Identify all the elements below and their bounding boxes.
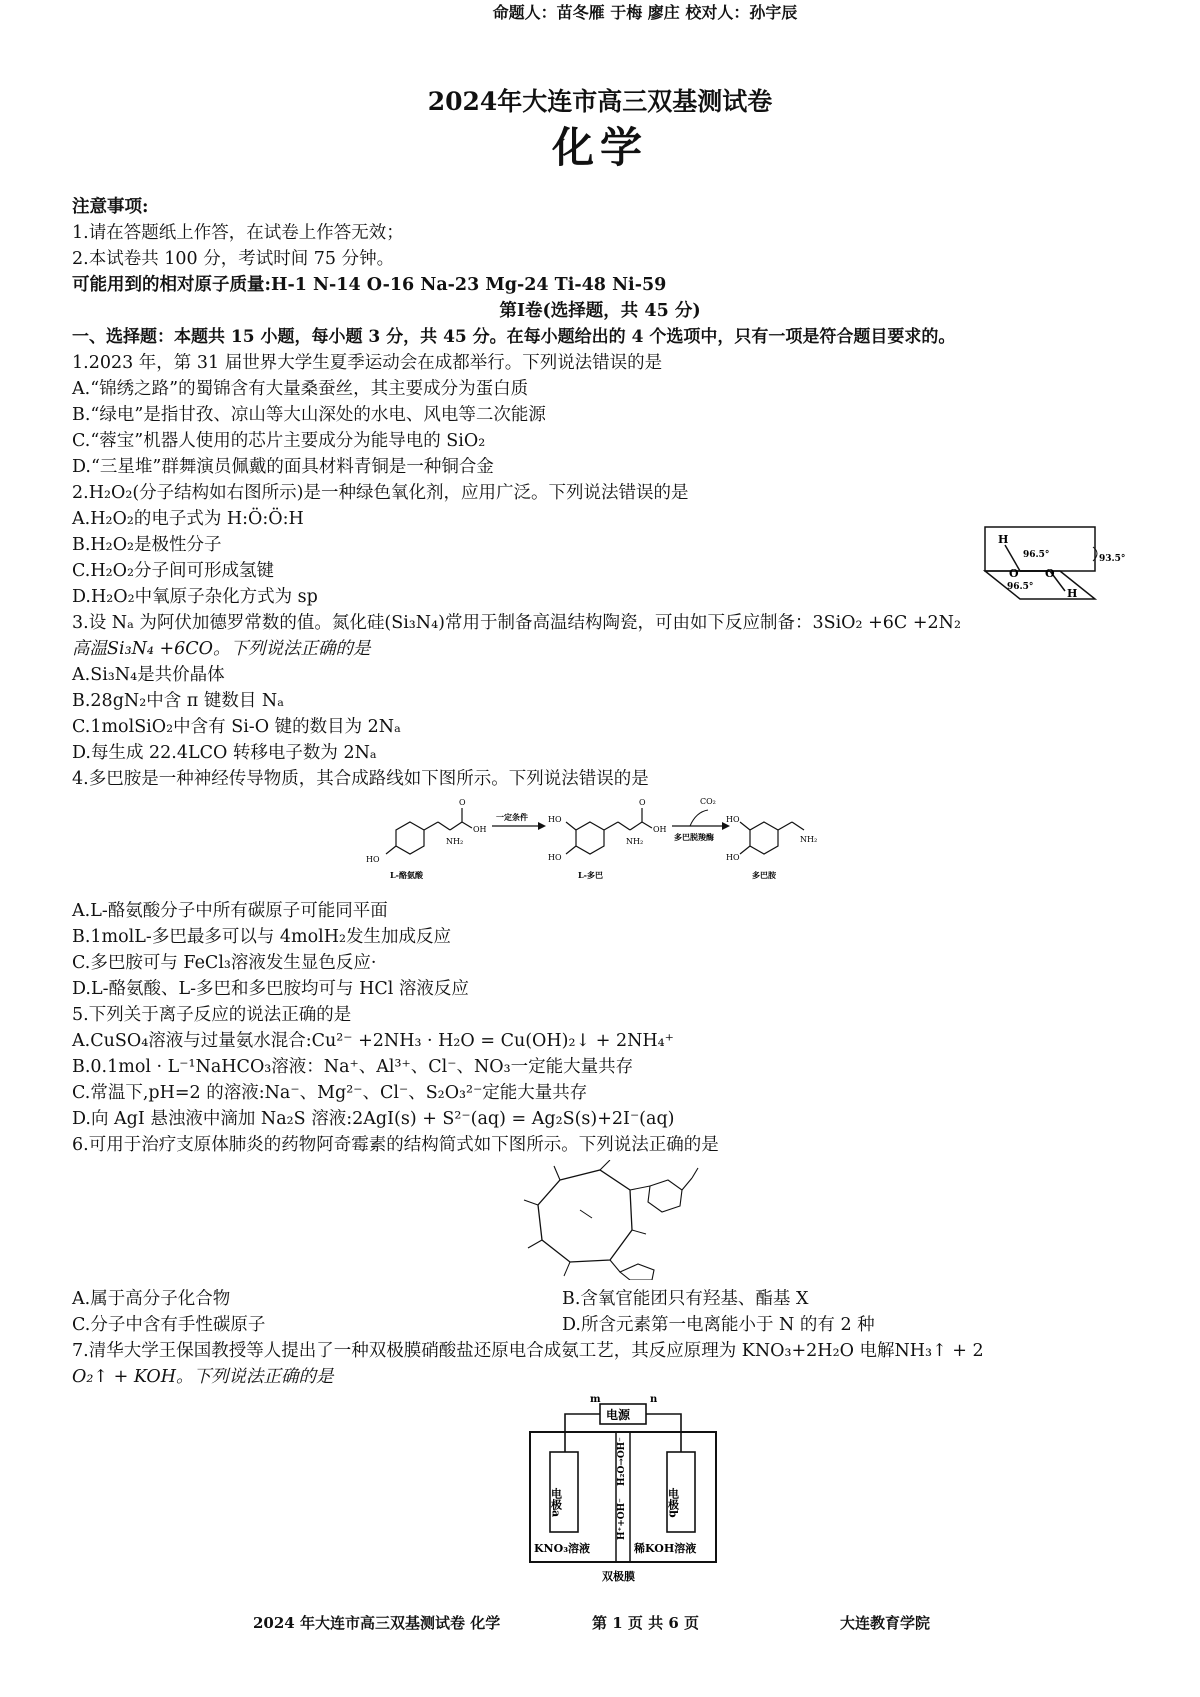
option: D.每生成 22.4LCO 转移电子数为 2Nₐ [72, 743, 377, 763]
atom-label: O [459, 798, 466, 807]
option: B.28gN₂中含 π 键数目 Nₐ [72, 691, 284, 711]
dihedral-angle-label: 93.5° [1099, 554, 1126, 564]
question-stem: 4.多巴胺是一种神经传导物质，其合成路线如下图所示。下列说法错误的是 [72, 769, 649, 789]
authors-line: 命题人：苗冬雁 于梅 廖庄 校对人：孙宇辰 [492, 3, 798, 22]
atom-label: HO [548, 815, 562, 824]
option: D.H₂O₂中氧原子杂化方式为 sp [72, 587, 318, 607]
atom-label: HO [726, 853, 740, 862]
option: B.0.1mol · L⁻¹NaHCO₃溶液：Na⁺、Al³⁺、Cl⁻、NO₃一定能大量共存 [72, 1057, 634, 1077]
question-stem: 5.下列关于离子反应的说法正确的是 [72, 1005, 352, 1025]
option: C.多巴胺可与 FeCl₃溶液发生显色反应· [72, 953, 377, 973]
question-stem: 3.设 Nₐ 为阿伏加德罗常数的值。氮化硅(Si₃N₄)常用于制备高温结构陶瓷，可由如下反应制备：3SiO₂ +6C +2N₂ [72, 613, 961, 633]
subject-title: 化学 [551, 123, 648, 172]
option: A.CuSO₄溶液与过量氨水混合:Cu²⁻ +2NH₃ · H₂O = Cu(OH)₂↓ + 2NH₄⁺ [72, 1031, 674, 1051]
volume-heading: 第Ⅰ卷(选择题，共 45 分) [499, 301, 701, 321]
atom-label: HO [366, 855, 380, 864]
option: B.含氧官能团只有羟基、酯基 X [562, 1289, 809, 1309]
electrode-a-label: 电极a [549, 1488, 563, 1518]
bipolar-membrane-label: 双极膜 [602, 1570, 635, 1583]
option: D.L-酪氨酸、L-多巴和多巴胺均可与 HCl 溶液反应 [72, 979, 469, 999]
h2o2-structure-figure [965, 515, 1130, 603]
right-solution-label: 稀KOH溶液 [634, 1542, 697, 1555]
option: C.H₂O₂分子间可形成氢键 [72, 561, 274, 581]
option: D.“三星堆”群舞演员佩戴的面具材料青铜是一种铜合金 [72, 457, 494, 477]
compound-name-label: 多巴胺 [752, 870, 776, 880]
question-stem-continued: O₂↑ + KOH。下列说法正确的是 [72, 1367, 334, 1387]
option: A.H₂O₂的电子式为 H:Ö:Ö:H [72, 509, 304, 529]
option: A.Si₃N₄是共价晶体 [72, 665, 225, 685]
option: B.1molL-多巴最多可以与 4molH₂发生加成反应 [72, 927, 452, 947]
atom-label: HO [548, 853, 562, 862]
atom-label: HO [726, 815, 740, 824]
atom-label: NH₂ [626, 837, 644, 846]
option: A.“锦绣之路”的蜀锦含有大量桑蚕丝，其主要成分为蛋白质 [72, 379, 529, 399]
option: A.L-酪氨酸分子中所有碳原子可能同平面 [72, 901, 388, 921]
notes-heading: 注意事项: [72, 197, 149, 217]
question-stem: 6.可用于治疗支原体肺炎的药物阿奇霉素的结构简式如下图所示。下列说法正确的是 [72, 1135, 719, 1155]
atom-label: O [639, 798, 646, 807]
terminal-n-label: n [650, 1394, 658, 1405]
note-item: 2.本试卷共 100 分，考试时间 75 分钟。 [72, 249, 395, 269]
h-atom-label: H [1067, 587, 1078, 600]
o-atom-label: O [1009, 567, 1019, 580]
option: C.分子中含有手性碳原子 [72, 1315, 266, 1335]
question-stem-continued: 高温Si₃N₄ +6CO。下列说法正确的是 [72, 639, 371, 659]
angle-label: 96.5° [1007, 582, 1034, 592]
left-solution-label: KNO₃溶液 [534, 1542, 591, 1555]
membrane-ion-label: H⁺+OH⁻ [617, 1498, 627, 1540]
electrode-b-label: 电极b [666, 1488, 680, 1518]
exam-title: 2024年大连市高三双基测试卷 [427, 87, 773, 116]
footer-publisher: 大连教育学院 [840, 1614, 931, 1632]
option: C.1molSiO₂中含有 Si-O 键的数目为 2Nₐ [72, 717, 401, 737]
atom-label: NH₂ [800, 835, 818, 844]
membrane-arrow-label: H₂O→OH⁻ [617, 1437, 627, 1486]
note-item: 1.请在答题纸上作答，在试卷上作答无效； [72, 223, 404, 243]
option: A.属于高分子化合物 [72, 1289, 231, 1309]
compound-name-label: L-酪氨酸 [390, 870, 423, 880]
option: B.“绿电”是指甘孜、凉山等大山深处的水电、风电等二次能源 [72, 405, 546, 425]
question-stem: 7.清华大学王保国教授等人提出了一种双极膜硝酸盐还原电合成氨工艺，其反应原理为 KNO₃+2H₂O 电解NH₃↑ + 2 [72, 1341, 984, 1361]
azithromycin-structure-figure [520, 1160, 700, 1280]
terminal-m-label: m [590, 1394, 601, 1405]
power-source-label: 电源 [606, 1408, 631, 1422]
question-stem: 2.H₂O₂(分子结构如右图所示)是一种绿色氧化剂，应用广泛。下列说法错误的是 [72, 483, 689, 503]
option: C.常温下,pH=2 的溶液:Na⁻、Mg²⁻、Cl⁻、S₂O₃²⁻定能大量共存 [72, 1083, 588, 1103]
footer-exam-title: 2024 年大连市高三双基测试卷 化学 [253, 1614, 501, 1632]
atom-label: OH [653, 825, 667, 834]
option: D.向 AgI 悬浊液中滴加 Na₂S 溶液:2AgI(s) + S²⁻(aq) = Ag₂S(s)+2I⁻(aq) [72, 1109, 675, 1129]
electrolysis-cell-figure [520, 1392, 726, 1588]
reagent-label: CO₂ [700, 797, 716, 806]
atomic-masses: 可能用到的相对原子质量:H-1 N-14 O-16 Na-23 Mg-24 Ti-48 Ni-59 [72, 275, 667, 295]
section-instruction: 一、选择题：本题共 15 小题，每小题 3 分，共 45 分。在每小题给出的 4 个选项中，只有一项是符合题目要求的。 [72, 327, 956, 347]
question-stem: 1.2023 年，第 31 届世界大学生夏季运动会在成都举行。下列说法错误的是 [72, 353, 663, 373]
option: D.所含元素第一电离能小于 N 的有 2 种 [562, 1315, 875, 1335]
h-atom-label: H [998, 533, 1009, 546]
reaction-condition-label: 一定条件 [496, 812, 528, 822]
angle-label: 96.5° [1023, 550, 1050, 560]
o-atom-label: O [1045, 567, 1055, 580]
option: C.“蓉宝”机器人使用的芯片主要成分为能导电的 SiO₂ [72, 431, 486, 451]
compound-name-label: L-多巴 [578, 870, 603, 880]
enzyme-label: 多巴脱羧酶 [674, 832, 714, 842]
atom-label: OH [473, 825, 487, 834]
atom-label: NH₂ [446, 837, 464, 846]
dopamine-synthesis-figure [360, 792, 820, 886]
option: B.H₂O₂是极性分子 [72, 535, 222, 555]
footer-page-number: 第 1 页 共 6 页 [592, 1614, 699, 1632]
